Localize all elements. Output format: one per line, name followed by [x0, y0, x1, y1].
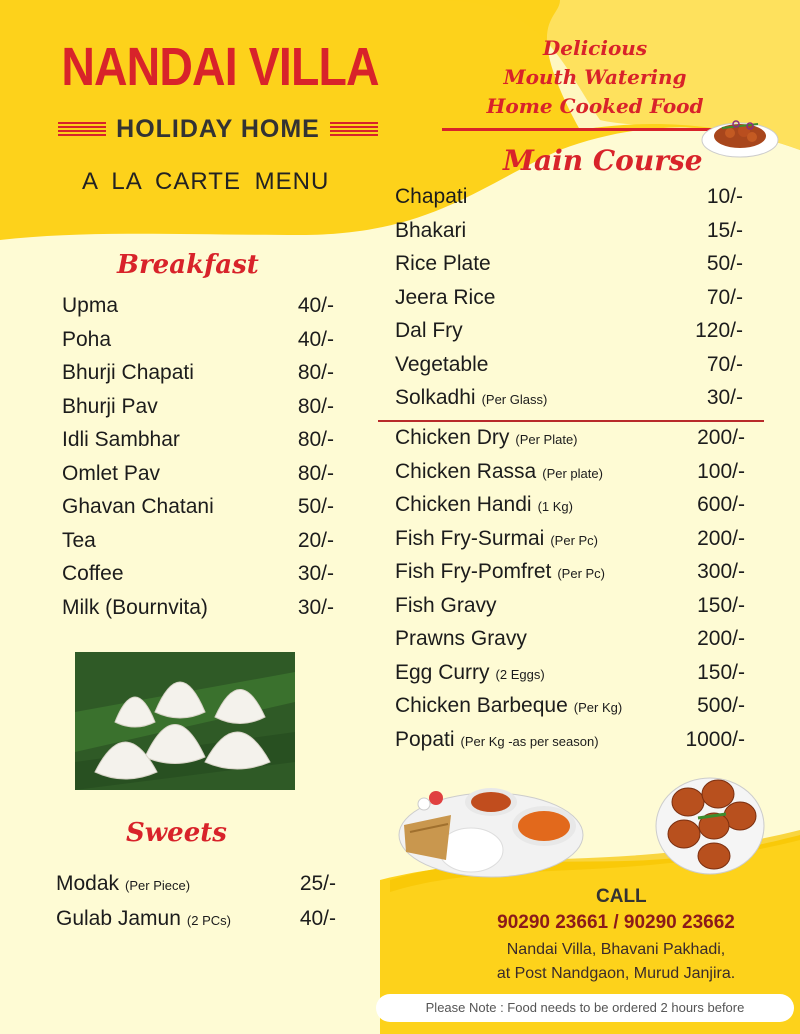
- menu-item-name: Chicken Barbeque: [395, 694, 568, 717]
- menu-item-note: (Per Glass): [481, 392, 548, 407]
- menu-item: [395, 527, 745, 560]
- menu-item: [395, 694, 745, 727]
- menu-item-name: Fish Gravy: [395, 593, 497, 617]
- menu-item: [62, 495, 334, 528]
- menu-item-note: (Per Pc): [550, 532, 599, 548]
- menu-item-price: 50/-: [297, 495, 334, 518]
- menu-item-price: 40/-: [297, 294, 334, 317]
- menu-item-price: 150/-: [697, 660, 745, 684]
- menu-item-name: Solkadhi: [395, 386, 476, 409]
- menu-item: [62, 395, 334, 428]
- menu-item: [395, 594, 745, 627]
- menu-item-name-wrap: [395, 426, 578, 450]
- menu-item-note: (Per Pc): [557, 566, 606, 581]
- menu-item-name-wrap: [62, 495, 214, 519]
- menu-item-name-wrap: [395, 694, 622, 718]
- menu-item: [62, 596, 334, 629]
- menu-item-note: (Per plate): [542, 465, 603, 481]
- menu-item-price: 30/-: [297, 595, 334, 619]
- menu-item: [62, 529, 334, 562]
- menu-item-name-wrap: [395, 594, 497, 618]
- menu-item-price: 15/-: [706, 218, 743, 242]
- menu-item-name-wrap: [62, 529, 96, 553]
- menu-item-price: 70/-: [706, 285, 743, 309]
- menu-item-name-wrap: [395, 560, 605, 584]
- menu-item: [395, 661, 745, 694]
- thali-photo: [396, 780, 586, 880]
- menu-item-name-wrap: [395, 527, 598, 551]
- menu-item-price: 80/-: [297, 394, 334, 418]
- menu-item: [62, 428, 334, 461]
- fish-fry-photo: [654, 768, 766, 876]
- menu-item-name-wrap: [62, 328, 111, 352]
- menu-item: [395, 252, 743, 285]
- menu-item-price: 25/-: [299, 872, 336, 895]
- menu-item-note: (2 Eggs): [495, 666, 545, 682]
- menu-item: [62, 361, 334, 394]
- menu-item-name-wrap: [395, 185, 467, 209]
- menu-item-name-wrap: [395, 219, 466, 243]
- menu-item-name: Popati: [395, 727, 455, 751]
- menu-item-name-wrap: [395, 319, 463, 343]
- menu-item-name: Bhakari: [395, 218, 467, 242]
- menu-item: [395, 319, 743, 352]
- menu-item: [395, 353, 743, 386]
- menu-item-name: Upma: [62, 294, 119, 317]
- menu-item-name: Idli Sambhar: [62, 428, 180, 451]
- menu-item: [395, 728, 745, 761]
- menu-item-price: 80/-: [297, 461, 334, 485]
- brand-name: NANDAI VILLA: [61, 37, 379, 97]
- menu-item-price: 200/-: [697, 426, 745, 449]
- menu-item-name-wrap: [395, 728, 599, 752]
- menu-item-price: 500/-: [697, 694, 745, 717]
- menu-item-price: 10/-: [706, 185, 743, 208]
- menu-item-note: (1 Kg): [537, 499, 573, 514]
- menu-item-name: Vegetable: [395, 352, 489, 376]
- phone-numbers[interactable]: 90290 23661 / 90290 23662: [497, 912, 735, 933]
- menu-item-price: 150/-: [697, 593, 745, 617]
- menu-item-name: Gulab Jamun: [56, 906, 181, 930]
- menu-item-name-wrap: [62, 562, 124, 586]
- tagline: [460, 34, 730, 121]
- menu-item-name-wrap: [395, 460, 603, 484]
- menu-item: [395, 219, 743, 252]
- menu-item-price: 200/-: [697, 627, 745, 650]
- menu-item-name: Chicken Dry: [395, 426, 510, 449]
- menu-item-price: 80/-: [297, 361, 334, 384]
- menu-item: [62, 294, 334, 327]
- menu-item-note: (Per Plate): [515, 432, 578, 447]
- menu-item-name: Chicken Handi: [395, 493, 532, 516]
- menu-item-note: (Per Piece): [125, 878, 191, 893]
- call-label: CALL: [596, 886, 647, 907]
- menu-item-name-wrap: [62, 395, 158, 419]
- address: [446, 938, 786, 986]
- menu-item-price: 100/-: [697, 459, 745, 483]
- menu-item-price: 200/-: [697, 526, 745, 550]
- menu-item-name-wrap: [56, 907, 231, 931]
- tagline-line-3: Home Cooked Food: [486, 94, 704, 118]
- menu-title: A LA CARTE MENU: [82, 168, 330, 195]
- menu-item-name: Fish Fry-Surmai: [395, 526, 545, 550]
- menu-item-name-wrap: [395, 386, 547, 410]
- menu-item-price: 600/-: [697, 493, 745, 516]
- menu-item-name: Fish Fry-Pomfret: [395, 560, 552, 583]
- menu-item-name: Poha: [62, 327, 112, 351]
- menu-item-name: Milk (Bournvita): [62, 595, 208, 619]
- menu-item-note: (Per Kg -as per season): [460, 733, 599, 749]
- menu-item-name-wrap: [62, 428, 180, 452]
- menu-item-price: 80/-: [297, 428, 334, 451]
- brand-subtitle: HOLIDAY HOME: [116, 114, 320, 143]
- sweets-heading: Sweets: [126, 818, 227, 848]
- menu-item-price: 40/-: [299, 906, 336, 930]
- main-course-heading: Main Course: [503, 144, 703, 177]
- modak-photo: [75, 652, 295, 790]
- menu-item-price: 120/-: [695, 319, 743, 342]
- menu-item: [62, 328, 334, 361]
- menu-item-name-wrap: [395, 286, 495, 310]
- address-line-2: at Post Nandgaon, Murud Janjira.: [496, 965, 736, 982]
- menu-item: [395, 493, 745, 526]
- menu-item: [56, 907, 336, 940]
- decorative-stripes: [330, 122, 378, 136]
- menu-item-name-wrap: [62, 361, 194, 385]
- menu-item-name: Jeera Rice: [395, 285, 496, 309]
- tagline-underline: [442, 128, 712, 131]
- menu-item-name: Omlet Pav: [62, 461, 161, 485]
- menu-item-name: Modak: [56, 872, 120, 895]
- menu-item-price: 30/-: [706, 386, 743, 409]
- menu-item-name-wrap: [62, 462, 160, 486]
- menu-item-name-wrap: [395, 493, 573, 517]
- menu-item: [395, 286, 743, 319]
- menu-item-name-wrap: [395, 661, 545, 685]
- menu-item-price: 40/-: [297, 327, 334, 351]
- menu-item-price: 70/-: [706, 352, 743, 376]
- menu-item-name: Chicken Rassa: [395, 459, 537, 483]
- decorative-stripes: [58, 122, 106, 136]
- menu-item-name: Tea: [62, 528, 96, 552]
- menu-item-name-wrap: [395, 353, 488, 377]
- menu-item-price: 300/-: [697, 560, 745, 583]
- menu-item: [62, 462, 334, 495]
- menu-item-name: Prawns Gravy: [395, 627, 527, 650]
- tagline-line-1: Delicious: [542, 36, 648, 60]
- menu-item-name: Coffee: [62, 562, 124, 585]
- menu-item-name: Rice Plate: [395, 252, 491, 275]
- menu-item-price: 20/-: [297, 528, 334, 552]
- menu-item: [395, 627, 745, 660]
- menu-item-name-wrap: [395, 627, 527, 651]
- brand-subtitle-row: [48, 113, 388, 145]
- menu-item: [395, 185, 743, 218]
- menu-item-price: 30/-: [297, 562, 334, 585]
- menu-item: [395, 386, 743, 419]
- menu-item-name: Bhurji Pav: [62, 394, 158, 418]
- order-note: Please Note : Food needs to be ordered 2 hours before: [376, 994, 794, 1022]
- address-line-1: Nandai Villa, Bhavani Pakhadi,: [506, 941, 726, 958]
- menu-item: [62, 562, 334, 595]
- menu-item-name: Dal Fry: [395, 319, 463, 342]
- menu-item-name: Ghavan Chatani: [62, 495, 214, 518]
- menu-item: [395, 426, 745, 459]
- chilli-chicken-photo: [700, 100, 780, 160]
- menu-item-name-wrap: [62, 596, 208, 620]
- menu-item-name-wrap: [56, 872, 190, 896]
- menu-item: [395, 560, 745, 593]
- menu-item-price: 1000/-: [685, 727, 745, 751]
- menu-item-name: Bhurji Chapati: [62, 361, 194, 384]
- menu-item-name: Chapati: [395, 185, 468, 208]
- menu-item-name-wrap: [395, 252, 491, 276]
- menu-item-price: 50/-: [706, 252, 743, 275]
- menu-item: [56, 872, 336, 905]
- menu-item-note: (Per Kg): [573, 700, 623, 715]
- menu-item-note: (2 PCs): [186, 912, 231, 928]
- tagline-line-2: Mouth Watering: [503, 65, 687, 89]
- menu-item-name: Egg Curry: [395, 660, 490, 684]
- menu-item-name-wrap: [62, 294, 118, 318]
- section-divider: [378, 420, 764, 422]
- menu-item: [395, 460, 745, 493]
- breakfast-heading: Breakfast: [117, 250, 259, 280]
